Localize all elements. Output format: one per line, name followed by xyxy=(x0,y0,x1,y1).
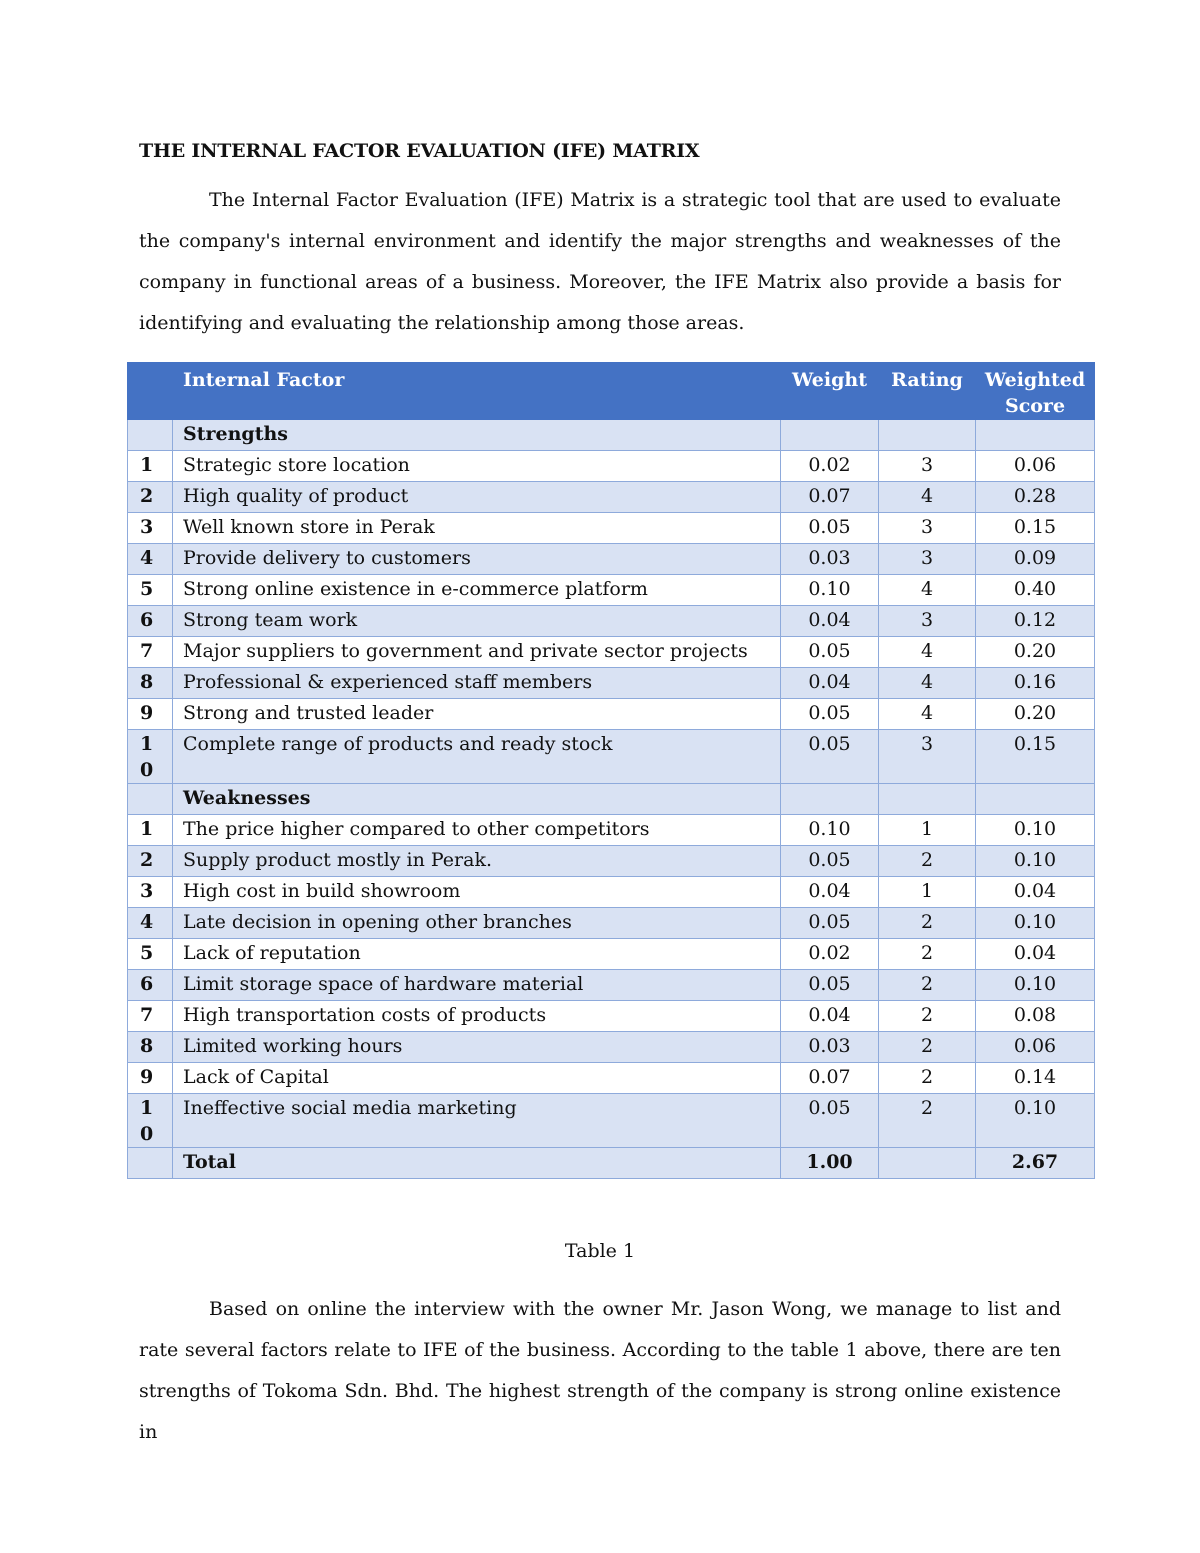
total-row xyxy=(128,1148,1095,1179)
table-row xyxy=(128,513,1095,544)
table-row xyxy=(128,1032,1095,1063)
total-weighted-score: 2.67 xyxy=(976,1148,1095,1179)
section-label: Weaknesses xyxy=(173,784,781,815)
row-number: 1 0 xyxy=(128,730,173,784)
row-number: 7 xyxy=(128,637,173,668)
table-row xyxy=(128,1063,1095,1094)
row-number: 7 xyxy=(128,1001,173,1032)
weighted-score-value: 0.20 xyxy=(976,699,1095,730)
row-number: 8 xyxy=(128,668,173,699)
weight-value: 0.10 xyxy=(781,575,879,606)
weight-value: 0.07 xyxy=(781,482,879,513)
factor-name: Limited working hours xyxy=(173,1032,781,1063)
section-rating-cell xyxy=(879,784,976,815)
factor-name: High transportation costs of products xyxy=(173,1001,781,1032)
row-number: 8 xyxy=(128,1032,173,1063)
row-number: 1 xyxy=(128,451,173,482)
row-number: 3 xyxy=(128,513,173,544)
factor-name: Late decision in opening other branches xyxy=(173,908,781,939)
factor-name: The price higher compared to other competitors xyxy=(173,815,781,846)
table-row xyxy=(128,1094,1095,1148)
factor-name: Complete range of products and ready stock xyxy=(173,730,781,784)
weighted-score-value: 0.10 xyxy=(976,846,1095,877)
table-body xyxy=(128,420,1095,1179)
weight-value: 0.05 xyxy=(781,846,879,877)
weight-value: 0.02 xyxy=(781,939,879,970)
weighted-score-value: 0.15 xyxy=(976,730,1095,784)
total-weight: 1.00 xyxy=(781,1148,879,1179)
weight-value: 0.03 xyxy=(781,1032,879,1063)
table-row xyxy=(128,544,1095,575)
weighted-score-value: 0.16 xyxy=(976,668,1095,699)
rating-value: 2 xyxy=(879,846,976,877)
weight-value: 0.05 xyxy=(781,699,879,730)
table-row xyxy=(128,699,1095,730)
page-title: THE INTERNAL FACTOR EVALUATION (IFE) MATRIX xyxy=(139,140,700,162)
rating-value: 1 xyxy=(879,815,976,846)
table-row xyxy=(128,730,1095,784)
rating-value: 4 xyxy=(879,575,976,606)
weight-value: 0.05 xyxy=(781,730,879,784)
section-weight-cell xyxy=(781,784,879,815)
table-row xyxy=(128,451,1095,482)
weighted-score-value: 0.12 xyxy=(976,606,1095,637)
factor-name: Strategic store location xyxy=(173,451,781,482)
table-row xyxy=(128,815,1095,846)
rating-value: 2 xyxy=(879,908,976,939)
row-number: 5 xyxy=(128,939,173,970)
weight-value: 0.05 xyxy=(781,637,879,668)
weight-value: 0.03 xyxy=(781,544,879,575)
factor-name: Supply product mostly in Perak. xyxy=(173,846,781,877)
total-rating xyxy=(879,1148,976,1179)
strengths-section-row xyxy=(128,420,1095,451)
rating-value: 3 xyxy=(879,451,976,482)
factor-name: Ineffective social media marketing xyxy=(173,1094,781,1148)
weighted-score-value: 0.06 xyxy=(976,451,1095,482)
factor-name: Provide delivery to customers xyxy=(173,544,781,575)
weight-value: 0.04 xyxy=(781,877,879,908)
table-header-row xyxy=(128,363,1095,420)
table-row xyxy=(128,575,1095,606)
row-number: 4 xyxy=(128,908,173,939)
weight-value: 0.02 xyxy=(781,451,879,482)
factor-name: Strong and trusted leader xyxy=(173,699,781,730)
header-internal-factor: Internal Factor xyxy=(173,363,781,420)
weighted-score-value: 0.10 xyxy=(976,815,1095,846)
table-row xyxy=(128,606,1095,637)
rating-value: 4 xyxy=(879,637,976,668)
table-row xyxy=(128,908,1095,939)
row-number: 9 xyxy=(128,699,173,730)
row-number: 2 xyxy=(128,482,173,513)
rating-value: 2 xyxy=(879,1063,976,1094)
table-row xyxy=(128,637,1095,668)
weighted-score-value: 0.28 xyxy=(976,482,1095,513)
section-score-cell xyxy=(976,784,1095,815)
header-weighted-score: Weighted Score xyxy=(976,363,1095,420)
header-rating: Rating xyxy=(879,363,976,420)
weaknesses-section-row xyxy=(128,784,1095,815)
rating-value: 3 xyxy=(879,730,976,784)
header-index xyxy=(128,363,173,420)
row-number: 1 0 xyxy=(128,1094,173,1148)
weighted-score-value: 0.10 xyxy=(976,1094,1095,1148)
section-weight-cell xyxy=(781,420,879,451)
intro-paragraph: The Internal Factor Evaluation (IFE) Matrix is a strategic tool that are used to evaluate the company's internal environment and identify the major strengths and weaknesses of the company in functional areas of a business. Moreover, the IFE Matrix also provide a basis for identifying and evaluating the relationship among those areas. xyxy=(139,189,1061,334)
total-label: Total xyxy=(173,1148,781,1179)
discussion-paragraph: Based on online the interview with the owner Mr. Jason Wong, we manage to list and rate several factors relate to IFE of the business. According to the table 1 above, there are ten strengths of Tokoma Sdn. Bhd. The highest strength of the company is strong online existence in xyxy=(139,1298,1061,1443)
weight-value: 0.05 xyxy=(781,908,879,939)
table-row xyxy=(128,1001,1095,1032)
rating-value: 3 xyxy=(879,513,976,544)
row-number: 9 xyxy=(128,1063,173,1094)
rating-value: 2 xyxy=(879,1094,976,1148)
factor-name: Lack of Capital xyxy=(173,1063,781,1094)
row-number: 2 xyxy=(128,846,173,877)
weight-value: 0.04 xyxy=(781,668,879,699)
factor-name: High quality of product xyxy=(173,482,781,513)
weighted-score-value: 0.10 xyxy=(976,970,1095,1001)
rating-value: 3 xyxy=(879,544,976,575)
weight-value: 0.07 xyxy=(781,1063,879,1094)
weighted-score-value: 0.20 xyxy=(976,637,1095,668)
table-row xyxy=(128,846,1095,877)
section-index-cell xyxy=(128,420,173,451)
weighted-score-value: 0.40 xyxy=(976,575,1095,606)
rating-value: 3 xyxy=(879,606,976,637)
factor-name: Strong team work xyxy=(173,606,781,637)
section-rating-cell xyxy=(879,420,976,451)
weight-value: 0.04 xyxy=(781,606,879,637)
rating-value: 4 xyxy=(879,668,976,699)
row-number: 6 xyxy=(128,970,173,1001)
table-row xyxy=(128,939,1095,970)
weighted-score-value: 0.09 xyxy=(976,544,1095,575)
factor-name: Limit storage space of hardware material xyxy=(173,970,781,1001)
weighted-score-value: 0.14 xyxy=(976,1063,1095,1094)
weighted-score-value: 0.15 xyxy=(976,513,1095,544)
row-number: 4 xyxy=(128,544,173,575)
factor-name: Well known store in Perak xyxy=(173,513,781,544)
rating-value: 2 xyxy=(879,1032,976,1063)
factor-name: Major suppliers to government and private sector projects xyxy=(173,637,781,668)
weight-value: 0.05 xyxy=(781,970,879,1001)
weight-value: 0.04 xyxy=(781,1001,879,1032)
section-label: Strengths xyxy=(173,420,781,451)
row-number: 3 xyxy=(128,877,173,908)
weight-value: 0.05 xyxy=(781,1094,879,1148)
weighted-score-value: 0.06 xyxy=(976,1032,1095,1063)
weight-value: 0.05 xyxy=(781,513,879,544)
factor-name: Lack of reputation xyxy=(173,939,781,970)
table-row xyxy=(128,970,1095,1001)
row-number: 1 xyxy=(128,815,173,846)
header-weight: Weight xyxy=(781,363,879,420)
table-row xyxy=(128,482,1095,513)
factor-name: Strong online existence in e-commerce platform xyxy=(173,575,781,606)
weighted-score-value: 0.10 xyxy=(976,908,1095,939)
rating-value: 2 xyxy=(879,970,976,1001)
rating-value: 1 xyxy=(879,877,976,908)
row-number: 6 xyxy=(128,606,173,637)
factor-name: Professional & experienced staff members xyxy=(173,668,781,699)
table-row xyxy=(128,668,1095,699)
rating-value: 2 xyxy=(879,939,976,970)
table-row xyxy=(128,877,1095,908)
weight-value: 0.10 xyxy=(781,815,879,846)
weighted-score-value: 0.08 xyxy=(976,1001,1095,1032)
section-score-cell xyxy=(976,420,1095,451)
table-caption: Table 1 xyxy=(564,1240,636,1262)
total-index-cell xyxy=(128,1148,173,1179)
row-number: 5 xyxy=(128,575,173,606)
rating-value: 4 xyxy=(879,699,976,730)
ife-matrix-table xyxy=(127,362,1095,1179)
rating-value: 2 xyxy=(879,1001,976,1032)
factor-name: High cost in build showroom xyxy=(173,877,781,908)
weighted-score-value: 0.04 xyxy=(976,939,1095,970)
weighted-score-value: 0.04 xyxy=(976,877,1095,908)
section-index-cell xyxy=(128,784,173,815)
rating-value: 4 xyxy=(879,482,976,513)
